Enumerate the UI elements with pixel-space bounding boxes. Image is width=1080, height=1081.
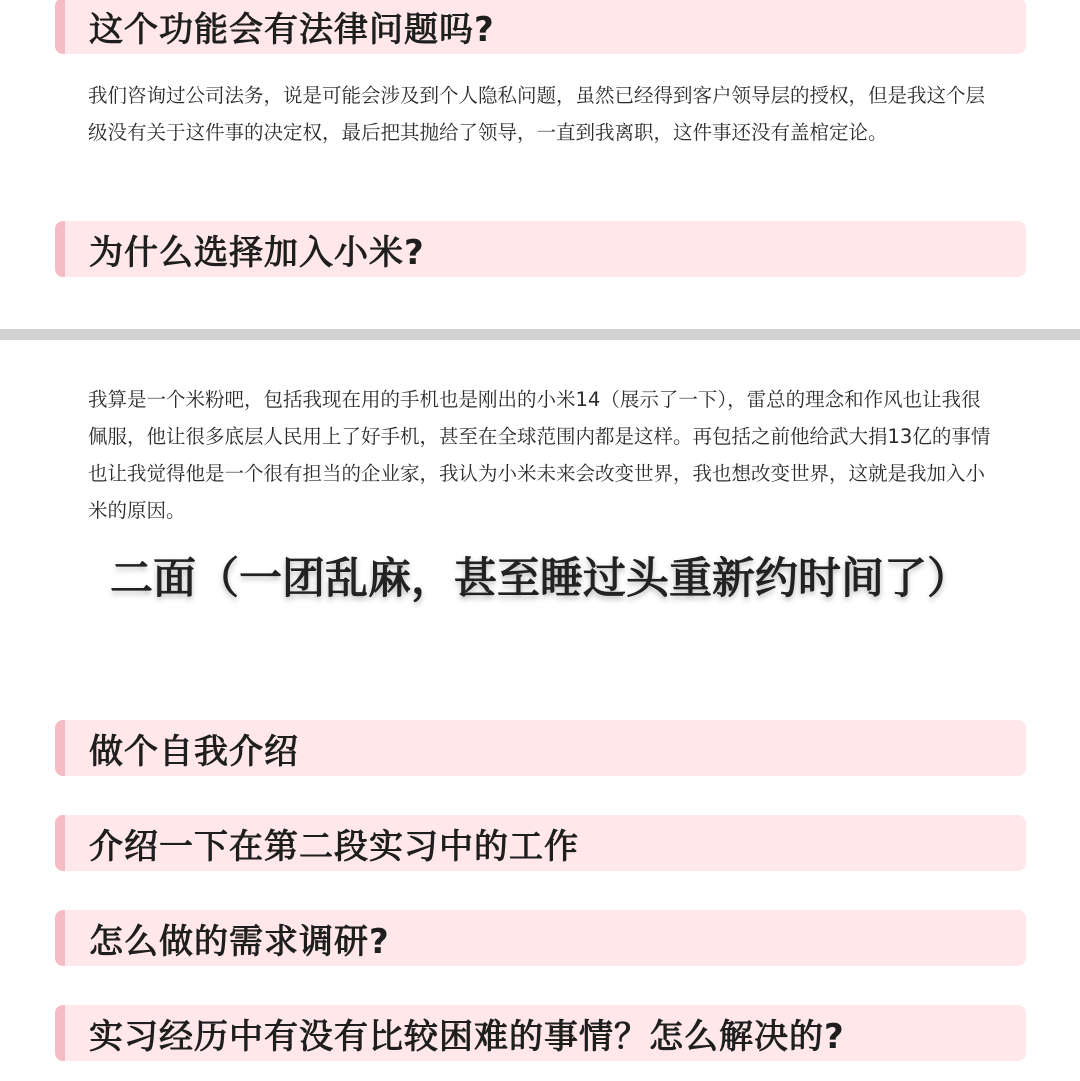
answer-legal-paragraph: 我们咨询过公司法务，说是可能会涉及到个人隐私问题，虽然已经得到客户领导层的授权，但是我这个层级没有关于这件事的决定权，最后把其抛给了领导，一直到我离职，这件事还没有盖棺定论。 [88,84,986,144]
question-bar-difficulty [55,1005,1026,1061]
question-self-intro-text: 做个自我介绍 [89,731,299,772]
question-bar-internship [55,815,1026,871]
question-bar-self-intro [55,720,1026,776]
question-why-xiaomi-text: 为什么选择加入小米? [89,232,425,273]
question-bar-why-xiaomi [55,221,1026,277]
question-bar-research [55,910,1026,966]
answer-why-xiaomi-paragraph: 我算是一个米粉吧，包括我现在用的手机也是刚出的小米14（展示了一下），雷总的理念和作风也让我很佩服，他让很多底层人民用上了好手机，甚至在全球范围内都是这样。再包括之前他给武大捐13亿的事情也让我觉得他是一个很有担当的企业家，我认为小米未来会改变世界，我也想改变世界，这就是我加入小米的原因。 [88,388,991,522]
question-research-text: 怎么做的需求调研? [89,921,390,962]
question-legal-text: 这个功能会有法律问题吗? [89,9,495,50]
question-difficulty-text: 实习经历中有没有比较困难的事情？怎么解决的? [89,1016,845,1057]
question-bar-legal [55,0,1026,54]
question-internship-text: 介绍一下在第二段实习中的工作 [89,826,579,867]
section-divider [0,329,1080,340]
round-two-heading: 二面（一团乱麻，甚至睡过头重新约时间了） [110,554,970,604]
